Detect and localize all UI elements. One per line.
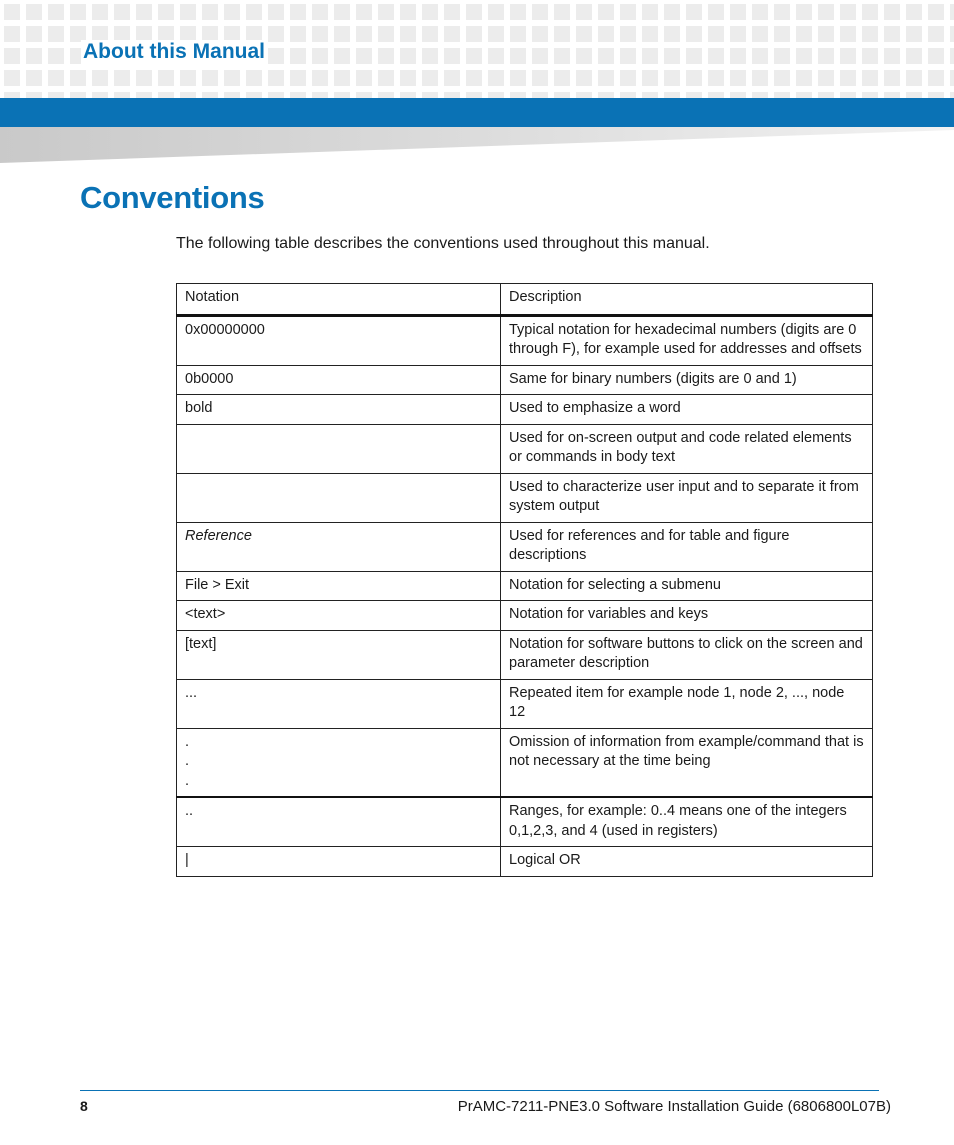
notation-cell: [177, 473, 501, 522]
page-heading: Conventions: [80, 180, 265, 215]
notation-dot: .: [185, 772, 190, 789]
intro-paragraph: The following table describes the conventions used throughout this manual.: [176, 235, 710, 252]
table-row: [177, 395, 873, 425]
description-cell: Ranges, for example: 0..4 means one of the integers 0,1,2,3, and 4 (used in registers): [501, 797, 873, 847]
table-row: [177, 315, 873, 365]
description-cell: Notation for software buttons to click on the screen and parameter description: [501, 630, 873, 679]
notation-dot: .: [185, 733, 190, 750]
header-blue-band: [0, 98, 954, 127]
notation-cell: 0b0000: [177, 365, 501, 395]
conventions-table: [176, 283, 873, 877]
description-cell: Notation for selecting a submenu: [501, 571, 873, 601]
notation-cell: ..: [177, 797, 501, 847]
notation-cell: Reference: [177, 522, 501, 571]
table-row: [177, 522, 873, 571]
column-header-notation: Notation: [177, 284, 501, 316]
table-row: [177, 571, 873, 601]
notation-cell: File > Exit: [177, 571, 501, 601]
table-row: [177, 728, 873, 797]
section-title: About this Manual: [83, 40, 265, 63]
description-cell: Same for binary numbers (digits are 0 and 1): [501, 365, 873, 395]
column-header-description: Description: [501, 284, 873, 316]
description-cell: Notation for variables and keys: [501, 601, 873, 631]
table-row: [177, 630, 873, 679]
table-row: [177, 847, 873, 877]
document-title: PrAMC-7211-PNE3.0 Software Installation Guide (6806800L07B): [457, 1098, 891, 1115]
notation-cell: [text]: [177, 630, 501, 679]
description-cell: Used to emphasize a word: [501, 395, 873, 425]
description-cell: Logical OR: [501, 847, 873, 877]
notation-dot: .: [185, 753, 190, 769]
notation-cell: <text>: [177, 601, 501, 631]
notation-cell: ...: [177, 679, 501, 728]
description-cell: Used for references and for table and figure descriptions: [501, 522, 873, 571]
table-row: [177, 679, 873, 728]
table-header-row: [177, 284, 873, 316]
notation-cell: [177, 728, 501, 797]
description-cell: Used for on-screen output and code related elements or commands in body text: [501, 424, 873, 473]
page-number: 8: [80, 1098, 88, 1114]
description-cell: Omission of information from example/command that is not necessary at the time being: [501, 728, 873, 797]
description-cell: Used to characterize user input and to separate it from system output: [501, 473, 873, 522]
table-row: [177, 365, 873, 395]
header-grey-swoosh: [0, 127, 954, 163]
notation-cell: [177, 424, 501, 473]
table-row: [177, 797, 873, 847]
table-row: [177, 601, 873, 631]
table-row: [177, 473, 873, 522]
notation-cell: bold: [177, 395, 501, 425]
table-row: [177, 424, 873, 473]
notation-cell: |: [177, 847, 501, 877]
description-cell: Typical notation for hexadecimal numbers (digits are 0 through F), for example used for addresses and offsets: [501, 315, 873, 365]
footer-rule: [80, 1090, 879, 1091]
notation-cell: 0x00000000: [177, 315, 501, 365]
description-cell: Repeated item for example node 1, node 2, ..., node 12: [501, 679, 873, 728]
